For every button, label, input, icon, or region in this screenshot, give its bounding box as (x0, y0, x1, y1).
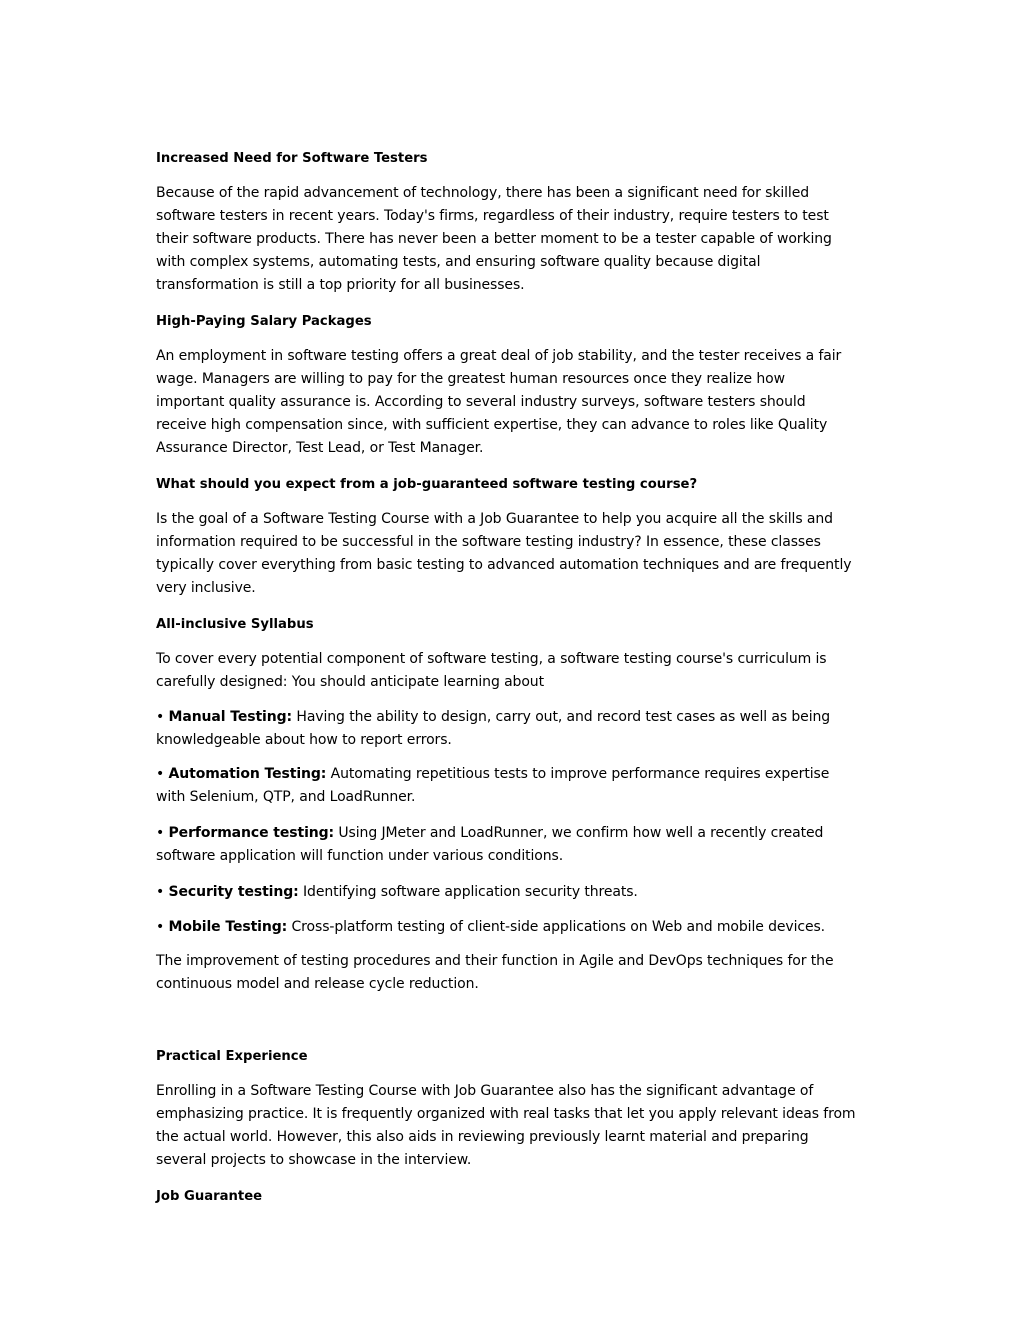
bullet-text: Having the ability to design, carry out, and record test cases as well as being (292, 709, 831, 725)
bullet-line (156, 822, 866, 845)
paragraph-line: the actual world. However, this also aids in reviewing previously learnt material and preparing (156, 1129, 809, 1145)
bullet-text: Automating repetitious tests to improve performance requires expertise (326, 766, 830, 782)
bullet-text: Identifying software application security threats. (298, 884, 638, 900)
paragraph-line: carefully designed: You should anticipate learning about (156, 674, 544, 690)
paragraph-line: Enrolling in a Software Testing Course with Job Guarantee also has the significant advantage of (156, 1083, 814, 1099)
paragraph-line: continuous model and release cycle reduction. (156, 976, 479, 992)
paragraph-line: emphasizing practice. It is frequently organized with real tasks that let you apply relevant ideas from (156, 1106, 856, 1122)
paragraph-line: wage. Managers are willing to pay for the greatest human resources once they realize how (156, 371, 785, 387)
bullet-line (156, 916, 866, 939)
bullet-label: Performance testing: (168, 825, 335, 841)
paragraph-line: with complex systems, automating tests, and ensuring software quality because digital (156, 254, 761, 270)
bullet-marker: • (156, 884, 169, 900)
bullet-item-automation-testing (156, 763, 866, 809)
section-paragraph-syllabus (156, 648, 866, 694)
closing-paragraph (156, 950, 866, 996)
section-heading-increased-need: Increased Need for Software Testers (156, 151, 428, 166)
bullet-item-mobile-testing (156, 916, 866, 939)
bullet-line (156, 763, 866, 786)
paragraph-line: Assurance Director, Test Lead, or Test Manager. (156, 440, 484, 456)
bullet-marker: • (156, 825, 169, 841)
bullet-label: Security testing: (168, 884, 299, 900)
section-paragraph-expectations (156, 508, 866, 600)
bullet-label: Automation Testing: (168, 766, 327, 782)
bullet-item-performance-testing (156, 822, 866, 868)
section-paragraph-increased-need (156, 182, 866, 297)
bullet-item-manual-testing (156, 706, 866, 752)
section-paragraph-practical (156, 1080, 866, 1172)
paragraph-line: transformation is still a top priority for all businesses. (156, 277, 525, 293)
bullet-marker: • (156, 709, 169, 725)
bullet-line: with Selenium, QTP, and LoadRunner. (156, 789, 416, 805)
paragraph-line: several projects to showcase in the interview. (156, 1152, 472, 1168)
section-paragraph-salary (156, 345, 866, 460)
paragraph-line: their software products. There has never been a better moment to be a tester capable of working (156, 231, 832, 247)
bullet-line (156, 706, 866, 729)
paragraph-line: The improvement of testing procedures and their function in Agile and DevOps techniques for the (156, 953, 834, 969)
paragraph-line: important quality assurance is. According to several industry surveys, software testers should (156, 394, 806, 410)
paragraph-line: An employment in software testing offers a great deal of job stability, and the tester receives a fair (156, 348, 842, 364)
paragraph-line: To cover every potential component of software testing, a software testing course's curriculum is (156, 651, 827, 667)
bullet-label: Manual Testing: (168, 709, 293, 725)
paragraph-line: typically cover everything from basic testing to advanced automation techniques and are frequently (156, 557, 852, 573)
section-heading-job-guarantee: Job Guarantee (156, 1189, 263, 1204)
section-heading-salary: High-Paying Salary Packages (156, 314, 372, 329)
bullet-line (156, 881, 866, 904)
section-heading-syllabus: All-inclusive Syllabus (156, 617, 314, 632)
section-heading-expectations: What should you expect from a job-guaranteed software testing course? (156, 477, 698, 492)
paragraph-line: information required to be successful in the software testing industry? In essence, these classes (156, 534, 821, 550)
paragraph-line: receive high compensation since, with sufficient expertise, they can advance to roles like Quality (156, 417, 828, 433)
bullet-text: Cross-platform testing of client-side applications on Web and mobile devices. (287, 919, 826, 935)
bullet-marker: • (156, 919, 169, 935)
paragraph-line: software testers in recent years. Today's firms, regardless of their industry, require testers to test (156, 208, 829, 224)
paragraph-line: very inclusive. (156, 580, 256, 596)
bullet-label: Mobile Testing: (168, 919, 288, 935)
bullet-line: knowledgeable about how to report errors. (156, 732, 452, 748)
paragraph-line: Because of the rapid advancement of technology, there has been a significant need for skilled (156, 185, 810, 201)
bullet-item-security-testing (156, 881, 866, 904)
bullet-marker: • (156, 766, 169, 782)
bullet-text: Using JMeter and LoadRunner, we confirm how well a recently created (334, 825, 824, 841)
section-heading-practical: Practical Experience (156, 1049, 308, 1064)
paragraph-line: Is the goal of a Software Testing Course with a Job Guarantee to help you acquire all the skills and (156, 511, 833, 527)
bullet-line: software application will function under various conditions. (156, 848, 564, 864)
